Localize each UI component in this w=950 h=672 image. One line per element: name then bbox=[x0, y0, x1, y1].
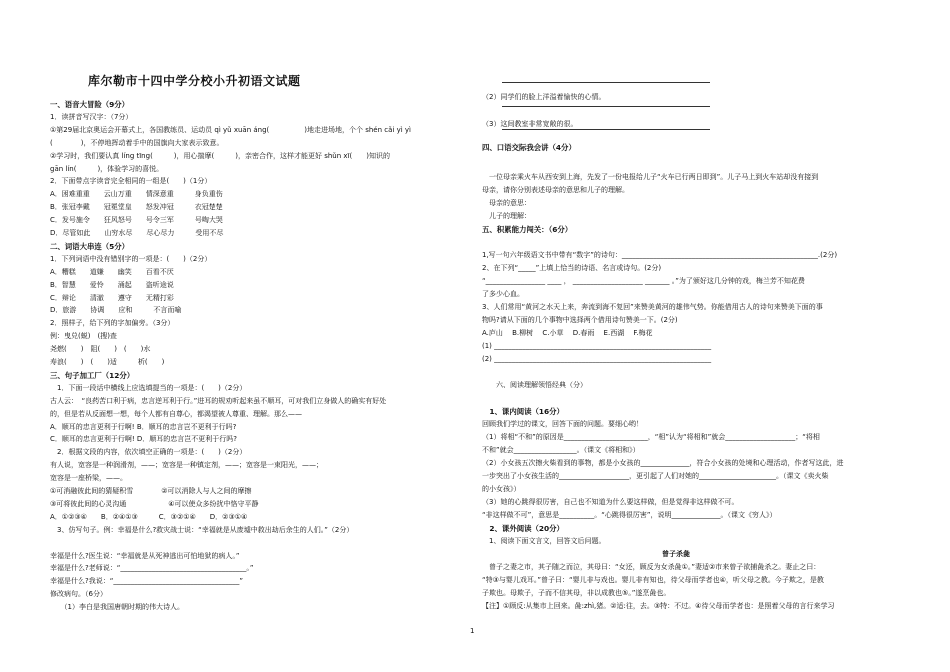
text-line: 【注】①顾反:从集市上回来。彘:zhì,猪。②适:往，去。③特：不过。④待父母而学者也：是照着父母的言行来学习 bbox=[482, 602, 835, 610]
text-line: A.庐山 B.柳树 C.小草 D.春雨 E.西湖 F.梅花 bbox=[482, 329, 653, 337]
text-line: 2、在下列“_____”上填上恰当的诗语、名言或诗句。(2分) bbox=[482, 264, 662, 272]
text-line: 一位母亲乘火车从西安到上海，先发了一份电报给儿子“火车已行两日即到”。儿子马上到火车站却没有接到 bbox=[482, 173, 819, 181]
section-heading: 2、课外阅读（20分） bbox=[482, 524, 564, 533]
text-line: 3、仿写句子。例：幸福是什么?救灾战士说：“幸福就是从废墟中救出劫后余生的人们。”（2分） bbox=[50, 525, 354, 534]
text-line: 例：曳兑(蜕) (搜)查 bbox=[50, 332, 117, 341]
text-line: 2．根据文段的内容，依次填空正确的一项是：( )（2分） bbox=[50, 448, 247, 457]
text-line: ③可将彼此间的心灵沟通 ④可以使众多纷扰中恪守平静 bbox=[50, 499, 259, 508]
text-line: 2．照样子，给下列的字加偏旁。（3分） bbox=[50, 319, 175, 328]
text-line: 幸福是什么?老师说：“____________________________________。” bbox=[50, 564, 254, 573]
text-line: 母亲，请你分别表述母亲的意思和儿子的理解。 bbox=[482, 186, 629, 194]
text-line: 回顾我们学过的课文，回答下面的问题。要细心哟！ bbox=[482, 420, 643, 428]
answer-line bbox=[502, 106, 710, 107]
text-line: （3）她的心跳得很厉害，自己也不知道为什么要这样做，但是觉得非这样做不可。 bbox=[482, 498, 739, 506]
text-line: A．困难重重 云山万重 情深意重 身负重伤 bbox=[50, 190, 223, 199]
text-line: 有人说，宽容是一种润滑剂，——；宽容是一种镇定剂，——；宽容是一束阳光，——； bbox=[50, 461, 323, 470]
text-line: 1．下列词语中没有错别字的一项是：( )（2分） bbox=[50, 254, 212, 263]
text-line: 的，但是若从反面想一想，每个人都有自尊心，都渴望被人尊重、理解。那么—— bbox=[50, 409, 302, 418]
text-line: (1) ______________________________________________________________ bbox=[482, 342, 712, 350]
text-line: 子欺也。母欺子，子而不信其母，非以成教也⑤。”遂烹彘也。 bbox=[482, 589, 671, 597]
text-line: ( )，不停地挥动着手中的国旗向大家表示致意。 bbox=[50, 138, 224, 147]
text-line: D．尽管如此 山穷水尽 尽心尽力 受用不尽 bbox=[50, 229, 224, 237]
text-line: ①可消融彼此间的猜疑积雪 ②可以消除人与人之间的摩擦 bbox=[50, 487, 252, 495]
text-line: （1）将相“不和”的原因是________________________，“相”认为“将相和”就会____________________；“将相 bbox=[482, 433, 820, 441]
text-line: A．顺耳的忠言更利于行啊! B．顺耳的忠言岂不更利于行吗? bbox=[50, 422, 237, 431]
text-line: 曾子之妻之市，其子随之而泣，其母曰：“女还，顾反为女杀彘①。”妻适②市来曾子欲捕彘杀之。妻止之曰： bbox=[482, 563, 821, 571]
section-heading: 五、积累能力闯关：（6分） bbox=[482, 225, 573, 234]
text-line: A．①②③④ B．②④①③ C．③②①④ D．②③①④ bbox=[50, 512, 248, 521]
text-line: ①第29届北京奥运会开幕式上，各国教练员、运动员 qì yǔ xuān áng( )地走进场地，个个 shén cǎi yì yì bbox=[50, 125, 411, 134]
text-line: 2．下面带点字读音完全相同的一组是( )（1分） bbox=[50, 177, 212, 186]
exam-title: 库尔勒市十四中学分校小升初语文试题 bbox=[88, 74, 301, 88]
section-heading: 四、口语交际我会讲（4分） bbox=[482, 143, 576, 152]
section-heading: 1、课内阅读（16分） bbox=[482, 407, 564, 416]
text-line: 修改病句。（6分） bbox=[50, 590, 107, 599]
text-line: gān lín( )，体验学习的喜悦。 bbox=[50, 164, 164, 173]
text-line: （2）小女孩五次擦火柴看到的事物，都是小女孩的______________，符合小女孩的处境和心理活动，作者写这此，进 bbox=[482, 459, 844, 467]
text-line: “_________________ ____ ， ____________________ _______ 。”为了颁好这几分钟的戏，梅兰芳不知花费 bbox=[482, 277, 805, 285]
text-line: 古人云： “良药苦口利于病，忠言逆耳利于行。”进耳的规劝听起来虽不顺耳，可对我们立身做人的确实有好处 bbox=[50, 396, 387, 405]
text-line: “特③与婴儿戏耳。”曾子曰：“婴儿非与戏也。婴儿非有知也，待父母而学者也④，听父母之教。今子欺之，是教 bbox=[482, 576, 824, 584]
text-line: 儿子的理解： bbox=[482, 212, 531, 220]
text-line: 幸福是什么?我说：“____________________________________” bbox=[50, 577, 243, 586]
text-line: 1．下面一段话中横线上应选填提当的一项是：( )（2分） bbox=[50, 383, 247, 392]
passage-title: 曾子杀彘 bbox=[662, 550, 690, 558]
text-line: D．旅游 协调 应和 不言而喻 bbox=[50, 306, 182, 315]
section-heading: 一、语音大冒险（9分） bbox=[50, 100, 130, 109]
text-line: (2) ______________________________________________________________ bbox=[482, 355, 712, 363]
text-line: 一步突出了小女孩生活的____________________，更引起了人们对她的______________________。（课文《卖火柴 bbox=[482, 472, 829, 480]
answer-line bbox=[502, 82, 710, 83]
text-line: 不和”就会__________________。（课文《将相和》） bbox=[482, 446, 640, 454]
text-line: 尧燃( ) 阻( ) ( )水 bbox=[50, 345, 151, 354]
text-line: C．发号施令 狂风怒号 号令三军 号啕大哭 bbox=[50, 216, 223, 225]
text-line: 母亲的意思： bbox=[482, 199, 531, 207]
section-heading: 二、词语大串连（5分） bbox=[50, 241, 130, 251]
text-line: 寿浪( ) ( )适 析( ) bbox=[50, 358, 165, 366]
text-line: B．张冠李戴 冠冕堂皇 怒发冲冠 衣冠楚楚 bbox=[50, 203, 223, 212]
text-line: 的小女孩》） bbox=[482, 485, 521, 493]
section-heading: 三、句子加工厂（12分） bbox=[50, 370, 135, 380]
text-line: 1．读拼音写汉字：（7分） bbox=[50, 112, 133, 121]
text-line: C．辩论 清澈 遵守 无精打彩 bbox=[50, 293, 174, 302]
text-line: （1）李白是我国唐朝时期的伟大诗人。 bbox=[50, 603, 184, 612]
text-line: 1,写一句六年级语文书中带有“数字”的诗句：________________________________________________________.(2分) bbox=[482, 251, 838, 259]
text-line: ②学习时，我们要认真 líng tīng( )，用心揣摩( )，亲密合作，这样才能更好 shǔn xī( )知识的 bbox=[50, 151, 390, 160]
text-line: （3）这间教室非常宽敞的很。 bbox=[482, 120, 578, 128]
text-line: 了多少心血。 bbox=[482, 290, 524, 298]
text-line: 物吗?请从下面的几个事物中选择两个借用诗句赞美一下。(2分) bbox=[482, 316, 678, 324]
text-line: 宽容是一座桥梁，——。 bbox=[50, 474, 127, 483]
text-line: 1、阅读下面文言文，回答文后问题。 bbox=[482, 537, 606, 545]
text-line: 六、阅读理解领悟经典（分） bbox=[482, 381, 587, 389]
text-line: B．智慧 爱怜 涌起 盗听途说 bbox=[50, 280, 174, 289]
text-line: （2）同学们的脸上洋溢着愉快的心情。 bbox=[482, 93, 606, 101]
answer-line bbox=[502, 129, 710, 130]
text-line: 3、人们常用“黄河之水天上来，奔流到海不复回”来赞美黄河的雄伟气势。你能借用古人的诗句来赞美下面的事 bbox=[482, 303, 823, 311]
text-line: 幸福是什么?医生说：“幸福就是从死神逃出可怕地狱的病人。” bbox=[50, 551, 240, 560]
text-line: A．糟糕 道嫌 幽笑 百看不厌 bbox=[50, 267, 174, 276]
text-line: “非这样做不可”，意思是__________。“心跳得很厉害”，说明______________。（课文《穷人》） bbox=[482, 511, 777, 519]
text-line: C．顺耳的忠言更利于行啊! D．顺耳的忠言岂不更利于行吗? bbox=[50, 435, 238, 444]
page-number: 1 bbox=[470, 627, 475, 635]
